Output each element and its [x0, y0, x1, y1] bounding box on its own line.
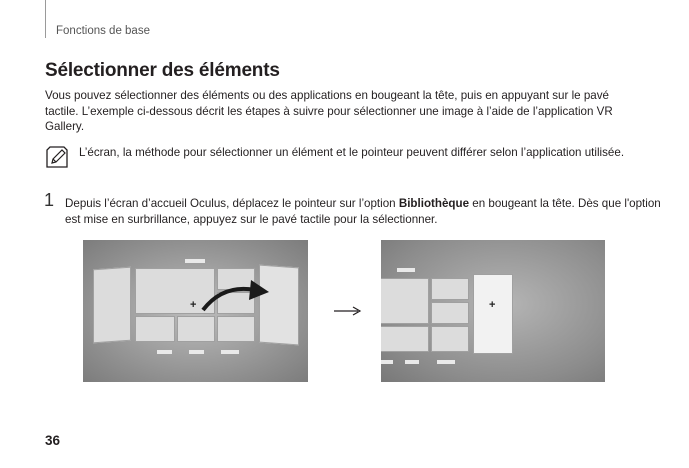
intro-paragraph: Vous pouvez sélectionner des éléments ou des applications en bougeant la tête, puis en appuyant sur le pavé tactile. L’exemple ci-dessous décrit les étapes à suivre pour sélectionner une image à l’aide de l’application VR Gallery. [45, 89, 613, 133]
step-text [65, 196, 665, 227]
menu-pill [157, 350, 172, 354]
library-panel [473, 274, 513, 354]
center-tile [381, 326, 429, 352]
step-text-before: Depuis l’écran d’accueil Oculus, déplacez le pointeur sur l’option [65, 197, 399, 210]
left-panel [93, 267, 131, 344]
pointer: + [489, 299, 496, 311]
library-option-label: Bibliothèque [398, 197, 470, 210]
note-icon [45, 145, 69, 169]
pointer: + [190, 299, 197, 311]
step-number: 1 [44, 190, 55, 210]
center-tile [135, 316, 175, 342]
curved-arrow-icon [193, 278, 273, 318]
center-tile [431, 302, 469, 324]
menu-pill [397, 268, 415, 272]
library-selected-screenshot [381, 240, 605, 382]
menu-pill [221, 350, 239, 354]
center-tile [431, 326, 469, 352]
right-arrow-icon [334, 306, 362, 316]
center-tile [217, 316, 255, 342]
menu-pill [381, 360, 393, 364]
step-text-after: en bougeant la tête. Dès que l'option est mise en surbrillance, appuyez sur le pavé tactile pour la sélectionner. [65, 197, 661, 226]
menu-pill [405, 360, 419, 364]
center-tile [381, 278, 429, 324]
center-tile [431, 278, 469, 300]
menu-pill [185, 259, 205, 263]
page-title: Sélectionner des éléments [45, 60, 280, 81]
section-header: Fonctions de base [56, 25, 150, 37]
note-text: L’écran, la méthode pour sélectionner un élément et le pointeur peuvent différer selon l’application utilisée. [79, 146, 625, 159]
menu-pill [437, 360, 455, 364]
page-number: 36 [45, 433, 61, 448]
oculus-home-screenshot [83, 240, 308, 382]
menu-pill [189, 350, 204, 354]
center-tile [177, 316, 215, 342]
header-rule [45, 0, 46, 38]
